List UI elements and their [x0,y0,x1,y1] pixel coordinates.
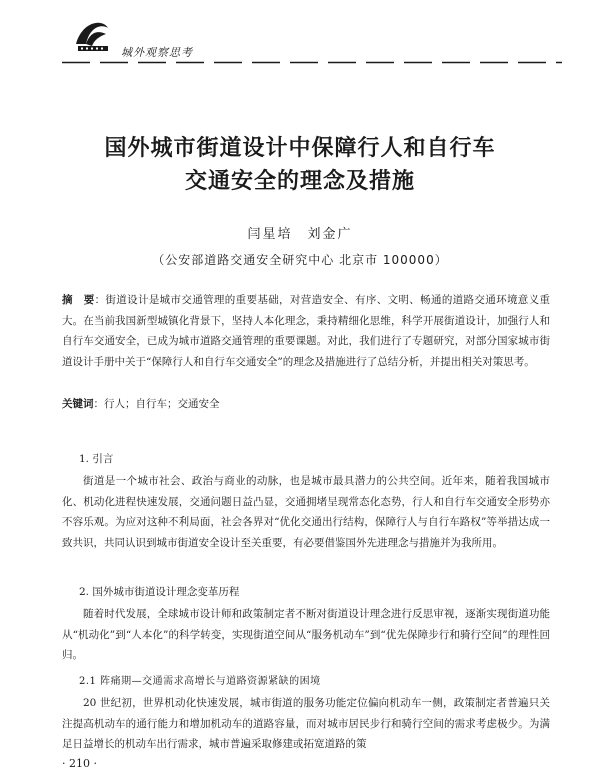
page-number: · 210 · [62,757,97,770]
abstract [62,290,550,372]
header-rule [62,61,562,64]
article-title-line1: 国外城市街道设计中保障行人和自行车 [104,135,496,161]
section-1-heading: 1. 引言 [79,453,114,465]
authors: 闫星培 刘金广 [247,227,353,242]
section-1-body: 街道是一个城市社会、政治与商业的动脉，也是城市最具潜力的公共空间。近年来，随着我国城市化、机动化进程快速发展，交通问题日益凸显，交通拥堵呈现常态化态势，行人和自行车交通安全形势亦不容乐观。为应对这种不利局面，社会各界对“优化交通出行结构，保障行人与自行车路权”等举措达成一致共识，共同认识到城市街道安全设计至关重要，有必要借鉴国外先进理念与措施并为我所用。 [62,475,550,549]
abstract-label: 摘 要 [62,294,95,306]
keywords-label: 关键词 [62,398,94,410]
journal-logo-icon [72,14,112,54]
affiliation: （公安部道路交通安全研究中心 北京市 100000） [152,253,448,267]
keywords-text: ：行人；自行车；交通安全 [93,398,220,410]
keywords [62,394,550,415]
section-2-body: 随着时代发展，全球城市设计师和政策制定者不断对街道设计理念进行反思审视，逐渐实现街道功能从“机动化”到“人本化”的科学转变，实现街道空间从“服务机动车”到“优先保障步行和骑行空间”的理性回归。 [62,608,550,661]
running-head: 城外观察思考 [121,46,193,59]
abstract-text: ：街道设计是城市交通管理的重要基础，对营造安全、有序、文明、畅通的道路交通环境意义重大。在当前我国新型城镇化背景下，坚持人本化理念，秉持精细化思维，科学开展街道设计，加强行人和自行车交通安全，已成为城市道路交通管理的重要课题。对此，我们进行了专题研究，对部分国家城市街道设计手册中关于“保障行人和自行车交通安全”的理念及措施进行了总结分析，并提出相关对策思考。 [62,294,551,368]
article-title-line2: 交通安全的理念及措施 [184,168,415,194]
section-2-heading: 2. 国外城市街道设计理念变革历程 [79,586,240,598]
section-2-1-heading: 2.1 阵痛期—交通需求高增长与道路资源紧缺的困境 [79,676,321,687]
section-2-1-body: 20 世纪初，世界机动化快速发展，城市街道的服务功能定位偏向机动车一侧，政策制定者普遍只关注提高机动车的通行能力和增加机动车的道路容量，而对城市居民步行和骑行空间的需求考虑极少。为满足日益增长的机动车出行需求，城市普遍采取修建或拓宽道路的策 [62,697,550,750]
